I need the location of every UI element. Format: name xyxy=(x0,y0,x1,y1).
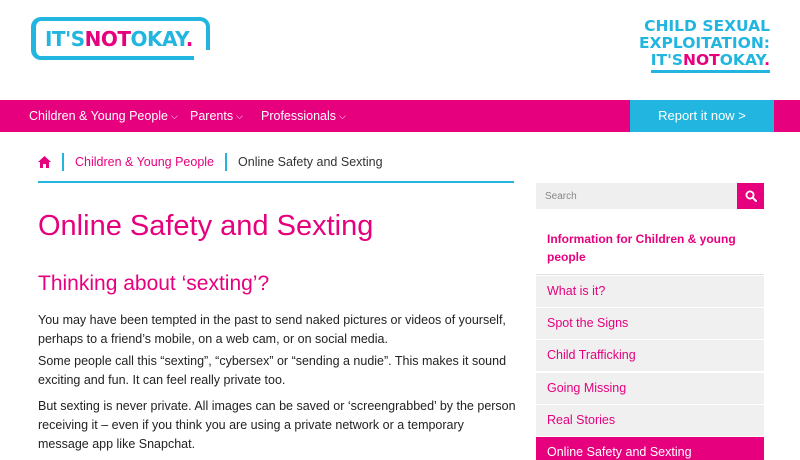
nav-professionals[interactable]: Professionals ⌵ xyxy=(261,109,346,123)
section-title: Thinking about ‘sexting’? xyxy=(38,272,270,295)
sidebar-item-spot-the-signs[interactable]: Spot the Signs xyxy=(536,308,764,339)
chevron-down-icon: ⌵ xyxy=(339,111,346,121)
site-logo[interactable] xyxy=(31,17,210,60)
breadcrumb-current: Online Safety and Sexting xyxy=(238,155,383,169)
nav-parents[interactable]: Parents ⌵ xyxy=(190,109,243,123)
paragraph: You may have been tempted in the past to send naked pictures or videos of yourself, perhaps to a friend’s mobile, on a web cam, or on social media. xyxy=(38,313,506,346)
sidebar-item-child-trafficking[interactable]: Child Trafficking xyxy=(536,340,764,371)
chevron-down-icon: ⌵ xyxy=(236,111,243,121)
breadcrumb-separator xyxy=(225,153,227,171)
sidebar-heading: Information for Children & young people xyxy=(536,219,764,275)
breadcrumb-separator xyxy=(62,153,64,171)
chevron-down-icon: ⌵ xyxy=(171,111,178,121)
sidebar-item-online-safety[interactable]: Online Safety and Sexting xyxy=(536,437,764,460)
home-icon[interactable] xyxy=(38,156,51,168)
search-button[interactable] xyxy=(737,183,764,209)
report-it-now-button[interactable]: Report it now > xyxy=(630,100,774,132)
paragraph: Some people call this “sexting”, “cybersex” or “sending a nudie”. This makes it sound exciting and fun. It can feel really private too. xyxy=(38,354,507,387)
campaign-tagline: CHILD SEXUAL EXPLOITATION: IT'SNOTOKAY. xyxy=(639,18,770,73)
breadcrumb-link-children[interactable]: Children & Young People xyxy=(75,155,215,169)
breadcrumb xyxy=(38,152,383,172)
logo-text: IT'SNOTOKAY. xyxy=(45,26,193,51)
page-title: Online Safety and Sexting xyxy=(38,210,374,242)
sidebar-item-what-is-it[interactable]: What is it? xyxy=(536,276,764,307)
breadcrumb-divider xyxy=(38,181,514,183)
paragraph: But sexting is never private. All images can be saved or ‘screengrabbed’ by the person receiving it – even if you think you are using a private network or a temporary message app like Snapchat. xyxy=(38,399,516,451)
sidebar-item-going-missing[interactable]: Going Missing xyxy=(536,373,764,404)
nav-children-young-people[interactable]: Children & Young People ⌵ xyxy=(29,109,178,123)
search-input[interactable] xyxy=(536,183,737,209)
main-nav xyxy=(0,100,800,132)
search-icon xyxy=(745,190,757,202)
sidebar-item-real-stories[interactable]: Real Stories xyxy=(536,405,764,436)
